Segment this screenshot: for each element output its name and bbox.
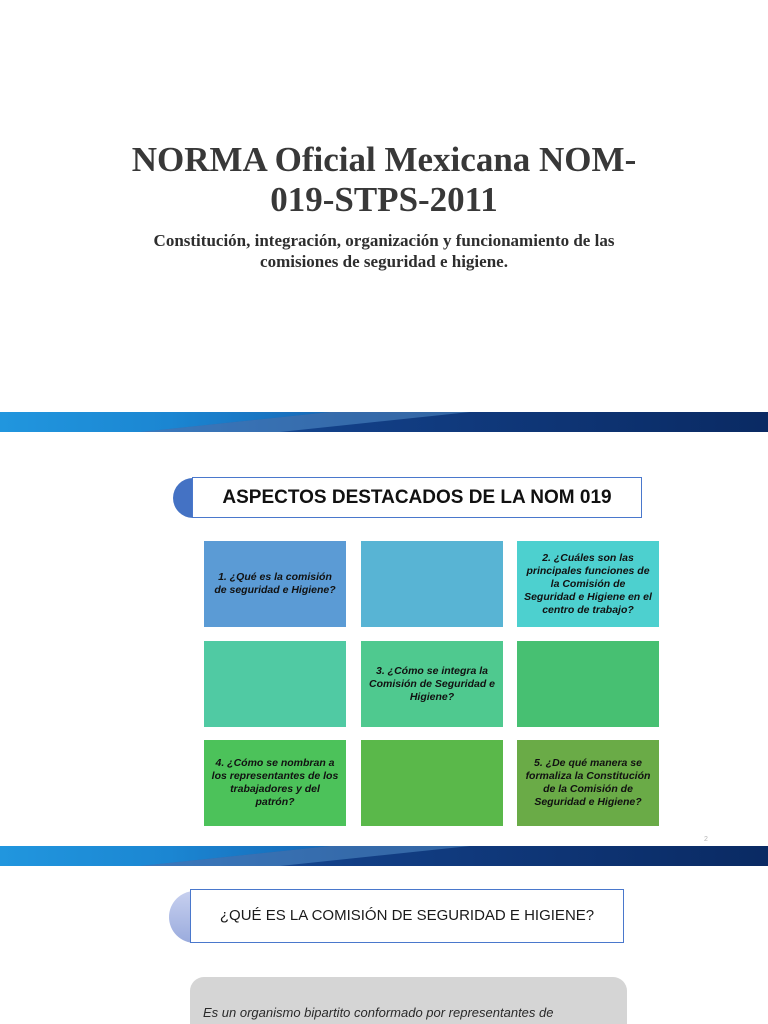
slide-heading: ¿QUÉ ES LA COMISIÓN DE SEGURIDAD E HIGIENE? bbox=[190, 889, 624, 943]
slide-3 bbox=[0, 866, 768, 1024]
definition-box bbox=[190, 977, 627, 1024]
grid-cell-blank bbox=[361, 541, 503, 627]
grid-cell-question-3: 3. ¿Cómo se integra la Comisión de Seguridad e Higiene? bbox=[361, 641, 503, 727]
grid-cell-blank bbox=[204, 641, 346, 727]
slide-title: NORMA Oficial Mexicana NOM-019-STPS-2011 bbox=[131, 140, 637, 219]
grid-cell-blank bbox=[517, 641, 659, 727]
grid-cell-question-5: 5. ¿De qué manera se formaliza la Constitución de la Comisión de Seguridad e Higiene? bbox=[517, 740, 659, 826]
slide-divider-stripe bbox=[0, 846, 768, 866]
slide-subtitle: Constitución, integración, organización y funcionamiento de las comisiones de seguridad e higiene. bbox=[153, 231, 615, 271]
grid-cell-question-1: 1. ¿Qué es la comisión de seguridad e Higiene? bbox=[204, 541, 346, 627]
slide-1 bbox=[0, 0, 768, 412]
grid-cell-question-2: 2. ¿Cuáles son las principales funciones de la Comisión de Seguridad e Higiene en el centro de trabajo? bbox=[517, 541, 659, 627]
definition-text: Es un organismo bipartito conformado por representantes de bbox=[203, 1005, 554, 1020]
grid-cell-blank bbox=[361, 740, 503, 826]
slide-2 bbox=[0, 432, 768, 846]
grid-cell-question-4: 4. ¿Cómo se nombran a los representantes de los trabajadores y del patrón? bbox=[204, 740, 346, 826]
slide-divider-stripe bbox=[0, 412, 768, 432]
slide-number: 2 bbox=[704, 836, 708, 843]
slide-heading: ASPECTOS DESTACADOS DE LA NOM 019 bbox=[192, 477, 642, 518]
